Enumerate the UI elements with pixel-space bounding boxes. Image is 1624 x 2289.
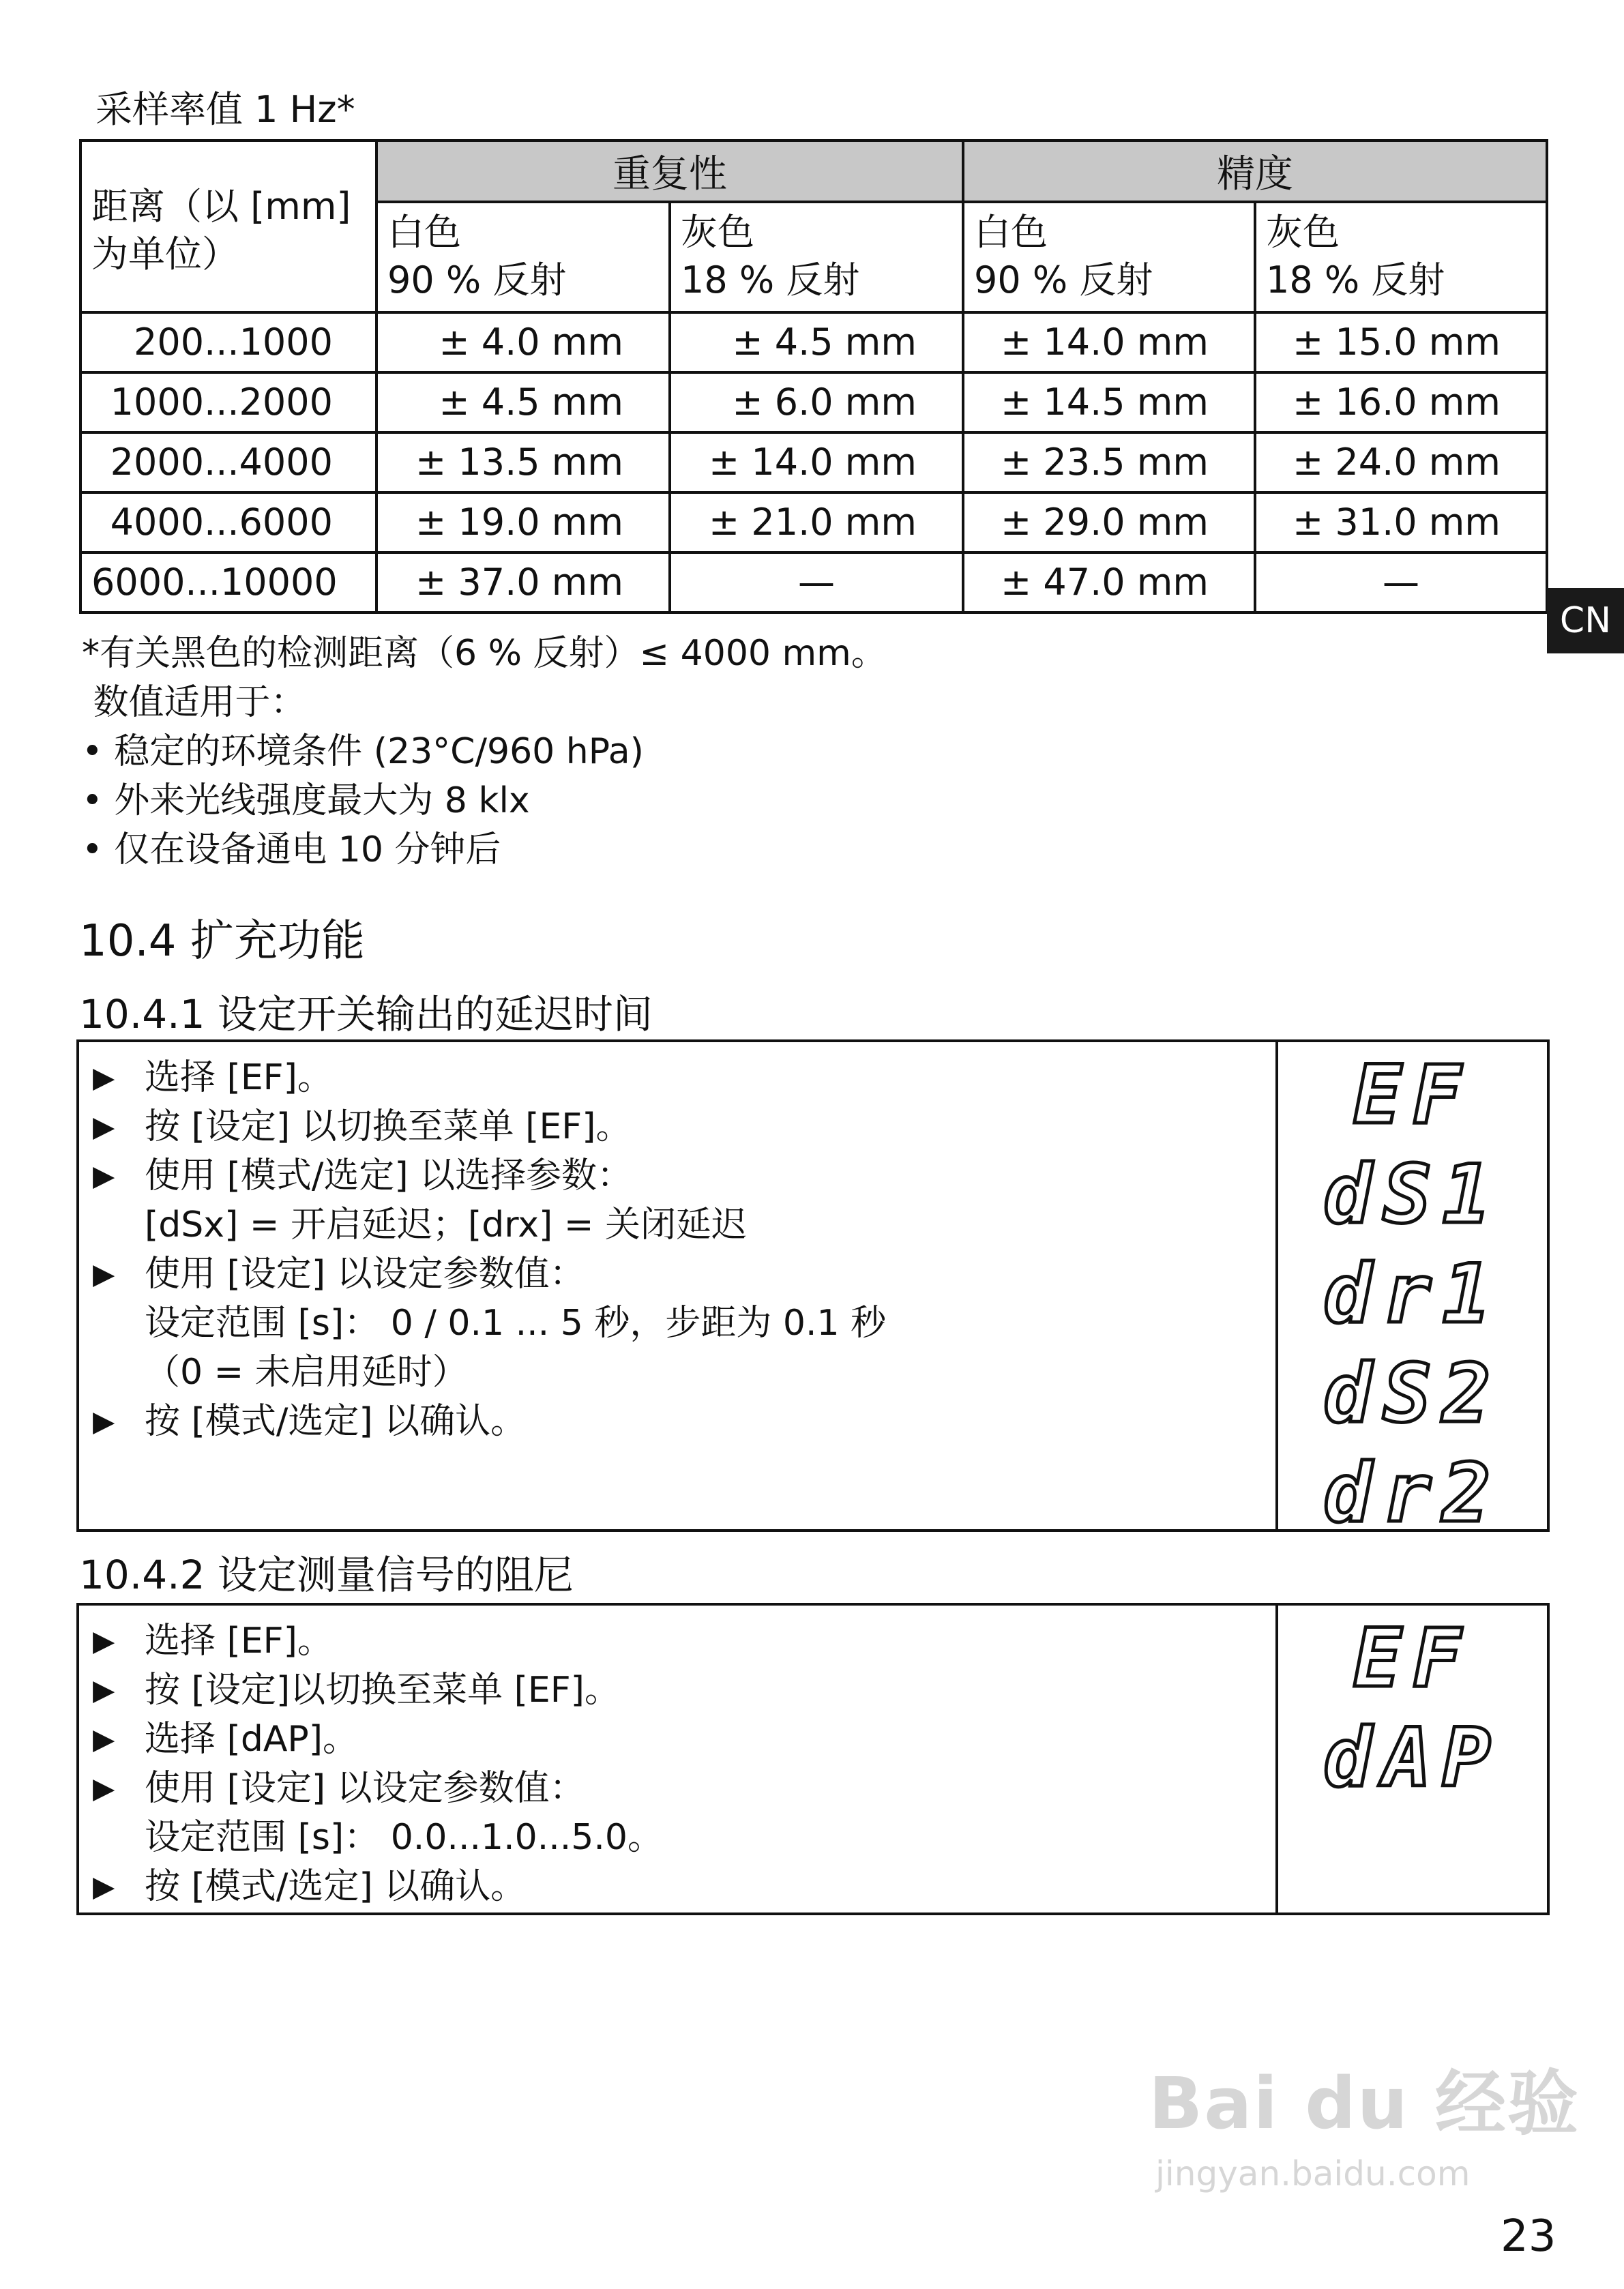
value-cell: ± 4.0 mm <box>377 312 670 372</box>
step-item: ▶ 按 [模式/选定] 以确认。 <box>93 1397 1262 1446</box>
lcd-readout: dAP <box>1323 1711 1502 1805</box>
step-item: ▶ 使用 [模式/选定] 以选择参数： <box>93 1151 1262 1200</box>
value-cell: ± 29.0 mm <box>963 492 1255 552</box>
subsection-heading: 10.4.1 设定开关输出的延迟时间 <box>79 991 653 1037</box>
value-cell: ± 13.5 mm <box>377 432 670 492</box>
arrow-icon: ▶ <box>93 1159 115 1192</box>
value-cell: ± 23.5 mm <box>963 432 1255 492</box>
step-item: 设定范围 [s]： 0 / 0.1 ... 5 秒，步距为 0.1 秒 <box>145 1303 887 1344</box>
value-cell: ± 6.0 mm <box>670 372 963 432</box>
instruction-steps <box>79 1606 1275 1913</box>
subheader-white-90: 白色 90 % 反射 <box>963 202 1255 312</box>
step-item: ▶ 使用 [设定] 以设定参数值： <box>93 1250 1262 1299</box>
footnote-bullet: • 仅在设备通电 10 分钟后 <box>82 829 501 870</box>
arrow-icon: ▶ <box>93 1673 115 1707</box>
language-tab: CN <box>1547 588 1624 653</box>
subheader-grey-18: 灰色 18 % 反射 <box>1255 202 1547 312</box>
distance-cell: 4000...6000 <box>80 492 377 552</box>
value-cell: ± 47.0 mm <box>963 552 1255 612</box>
step-item: ▶ 使用 [设定] 以设定参数值： <box>93 1764 1262 1813</box>
table-row <box>80 372 1547 432</box>
value-cell: ± 16.0 mm <box>1255 372 1547 432</box>
instruction-steps <box>79 1042 1275 1529</box>
lcd-readout: dr1 <box>1323 1247 1502 1341</box>
lcd-readout: EF <box>1353 1611 1473 1705</box>
subsection-heading: 10.4.2 设定测量信号的阻尼 <box>79 1552 574 1598</box>
lcd-display-panel <box>1275 1042 1547 1540</box>
arrow-icon: ▶ <box>93 1110 115 1143</box>
subheader-grey-18: 灰色 18 % 反射 <box>670 202 963 312</box>
value-cell: ± 14.0 mm <box>670 432 963 492</box>
table-row <box>80 492 1547 552</box>
distance-cell: 1000...2000 <box>80 372 377 432</box>
table-row <box>80 552 1547 612</box>
value-cell: ± 21.0 mm <box>670 492 963 552</box>
footnotes <box>82 629 887 874</box>
value-cell: ± 15.0 mm <box>1255 312 1547 372</box>
page-number: 23 <box>1501 2211 1556 2262</box>
step-item: （0 = 未启用延时） <box>145 1352 468 1393</box>
step-item: ▶ 选择 [EF]。 <box>93 1053 1262 1102</box>
table-row <box>80 432 1547 492</box>
footnote-bullet: • 稳定的环境条件 (23°C/960 hPa) <box>82 731 644 772</box>
value-cell: — <box>670 552 963 612</box>
value-cell: ± 19.0 mm <box>377 492 670 552</box>
distance-cell: 6000...10000 <box>80 552 377 612</box>
table-row <box>80 312 1547 372</box>
arrow-icon: ▶ <box>93 1870 115 1903</box>
distance-header: 距离（以 [mm] 为单位） <box>80 141 377 312</box>
lcd-readout: dS2 <box>1323 1346 1502 1441</box>
watermark <box>1149 2046 1580 2194</box>
lcd-display-panel <box>1275 1606 1547 1913</box>
step-item: ▶ 按 [设定] 以切换至菜单 [EF]。 <box>93 1102 1262 1151</box>
value-cell: ± 4.5 mm <box>377 372 670 432</box>
arrow-icon: ▶ <box>93 1722 115 1756</box>
spec-table <box>79 139 1548 614</box>
step-item: ▶ 选择 [EF]。 <box>93 1616 1262 1666</box>
footnote-line: 数值适用于： <box>82 682 306 723</box>
step-item: ▶ 按 [模式/选定] 以确认。 <box>93 1862 1262 1911</box>
lcd-readout: dS1 <box>1323 1147 1502 1241</box>
instruction-box <box>76 1039 1550 1540</box>
watermark-url: jingyan.baidu.com <box>1155 2154 1471 2194</box>
step-item: [dSx] = 开启延迟；[drx] = 关闭延迟 <box>145 1205 747 1245</box>
footnote-bullet: • 外来光线强度最大为 8 klx <box>82 780 530 821</box>
accuracy-header: 精度 <box>963 141 1547 202</box>
distance-cell: 200...1000 <box>80 312 377 372</box>
watermark-logo: Bai du 经验 <box>1149 2062 1580 2145</box>
value-cell: ± 14.0 mm <box>963 312 1255 372</box>
value-cell: ± 4.5 mm <box>670 312 963 372</box>
repeatability-header: 重复性 <box>377 141 963 202</box>
value-cell: — <box>1255 552 1547 612</box>
lcd-readout: EF <box>1353 1048 1473 1142</box>
arrow-icon: ▶ <box>93 1624 115 1657</box>
instruction-box <box>76 1603 1550 1915</box>
subheader-white-90: 白色 90 % 反射 <box>377 202 670 312</box>
lcd-readout: dr2 <box>1323 1446 1502 1540</box>
table-caption: 采样率值 1 Hz* <box>95 88 355 131</box>
step-item: ▶ 选择 [dAP]。 <box>93 1715 1262 1764</box>
arrow-icon: ▶ <box>93 1404 115 1438</box>
distance-cell: 2000...4000 <box>80 432 377 492</box>
value-cell: ± 14.5 mm <box>963 372 1255 432</box>
arrow-icon: ▶ <box>93 1771 115 1805</box>
step-item: 设定范围 [s]： 0.0...1.0...5.0。 <box>145 1817 663 1858</box>
footnote-line: *有关黑色的检测距离（6 % 反射）≤ 4000 mm。 <box>82 633 887 674</box>
section-heading: 10.4 扩充功能 <box>79 916 365 966</box>
arrow-icon: ▶ <box>93 1257 115 1290</box>
value-cell: ± 24.0 mm <box>1255 432 1547 492</box>
value-cell: ± 37.0 mm <box>377 552 670 612</box>
step-item: ▶ 按 [设定]以切换至菜单 [EF]。 <box>93 1666 1262 1715</box>
value-cell: ± 31.0 mm <box>1255 492 1547 552</box>
arrow-icon: ▶ <box>93 1061 115 1094</box>
